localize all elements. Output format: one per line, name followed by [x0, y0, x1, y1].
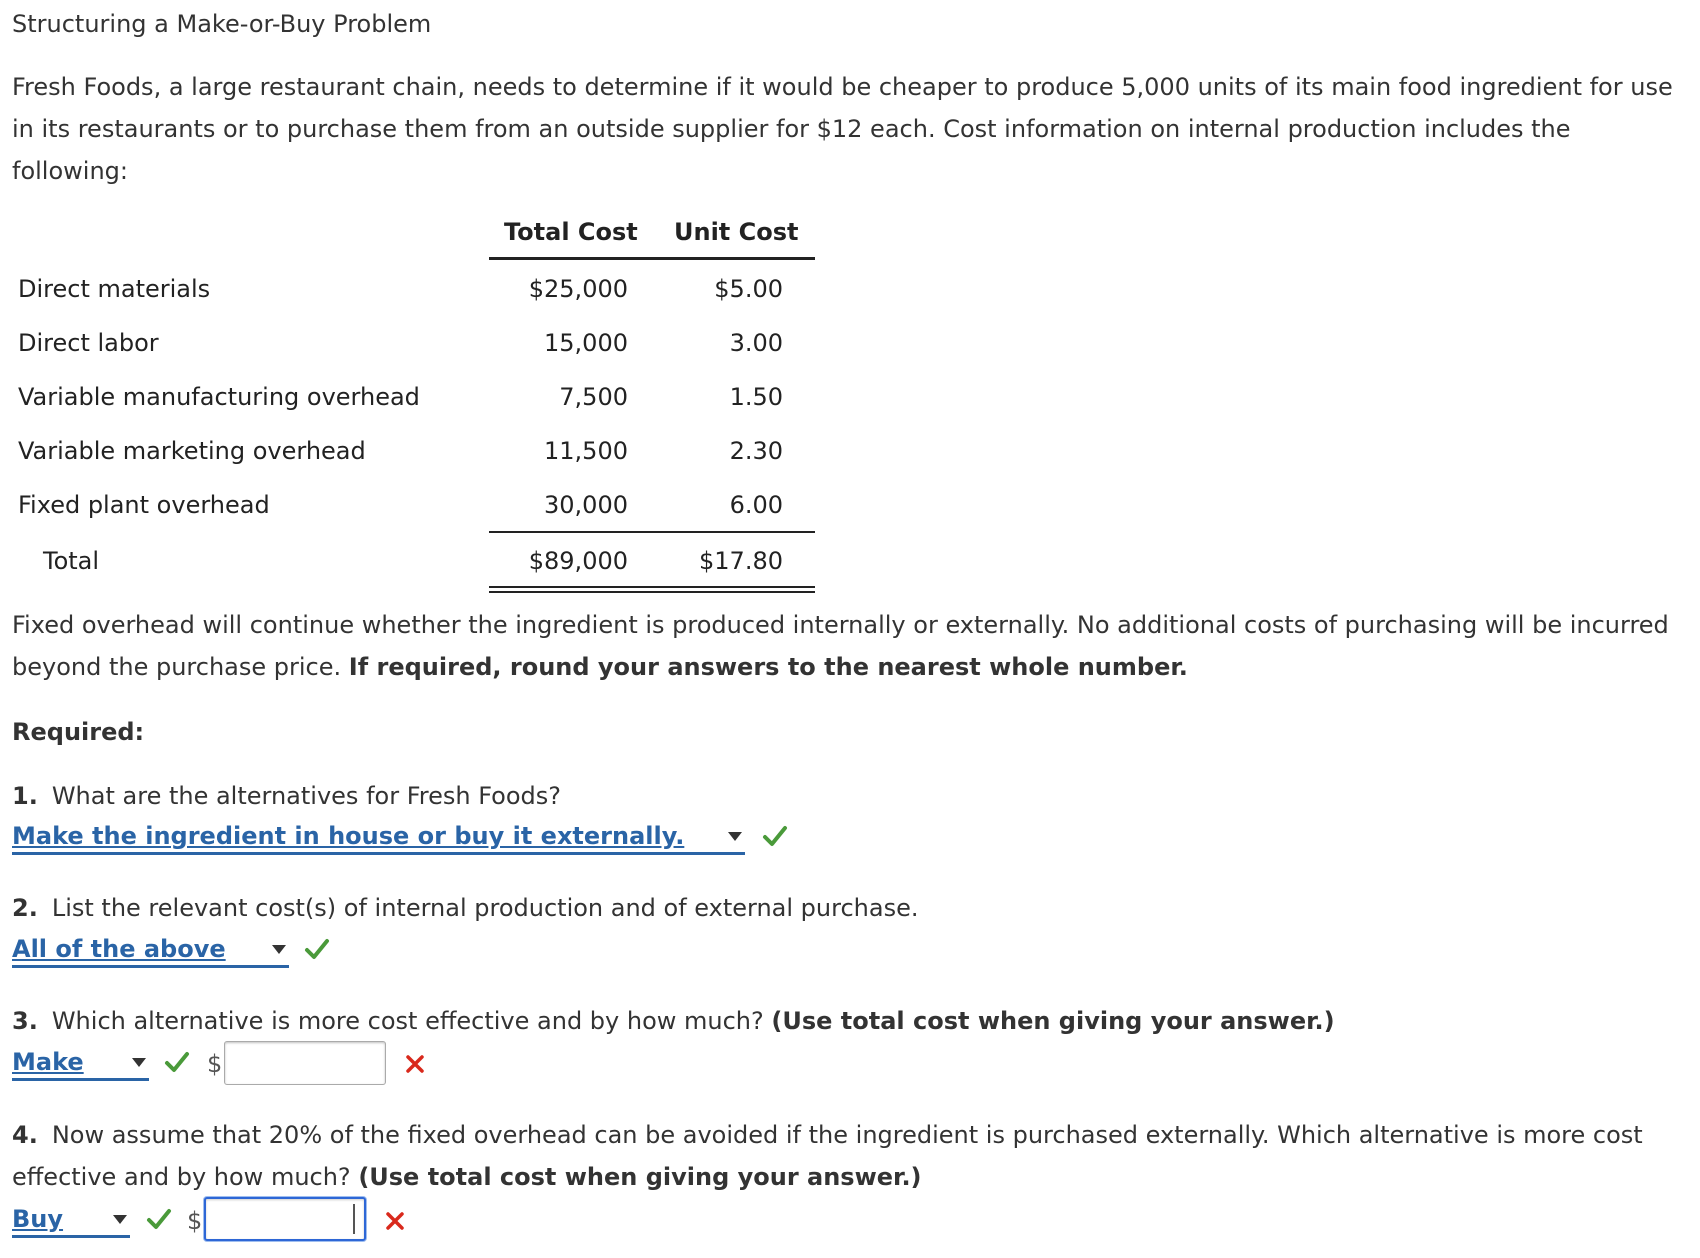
row-label: Variable manufacturing overhead [18, 383, 420, 411]
total-label: Total [43, 547, 100, 575]
question-number: 3. [12, 1007, 38, 1035]
row-total-cost: $25,000 [528, 275, 628, 303]
row-total-cost: 11,500 [544, 437, 628, 465]
cross-icon [404, 1053, 426, 1075]
question-number: 2. [12, 894, 38, 922]
total-unit-cost-value: $17.80 [699, 547, 783, 575]
question-emphasis: (Use total cost when giving your answer.) [771, 1007, 1335, 1035]
dropdown-selected-value: Make [12, 1048, 84, 1076]
row-total-cost: 7,500 [559, 383, 628, 411]
question-text: Now assume that 20% of the fixed overhead can be avoided if the ingredient is purchased externally. Which alternative is more cost effective and by how much? [12, 1121, 1643, 1191]
required-heading: Required: [12, 718, 145, 746]
currency-symbol: $ [187, 1207, 203, 1235]
alternatives-dropdown[interactable] [12, 822, 745, 855]
dropdown-selected-value: Make the ingredient in house or buy it externally. [12, 822, 685, 850]
page-title: Structuring a Make-or-Buy Problem [12, 10, 432, 38]
problem-intro: Fresh Foods, a large restaurant chain, needs to determine if it would be cheaper to produce 5,000 units of its main food ingredient for use in its restaurants or to purchase them from an outside supplier for $12 each. Cost information on internal production includes the following: [12, 73, 1673, 185]
cross-icon [384, 1210, 406, 1232]
check-icon [304, 936, 330, 962]
row-total-cost: 15,000 [544, 329, 628, 357]
table-row [0, 323, 820, 363]
instructions-note [12, 604, 1684, 688]
note-text: Fixed overhead will continue whether the ingredient is produced internally or externally. No additional costs of purchasing will be incurred beyond the purchase price. [12, 611, 1669, 681]
row-label: Direct materials [18, 275, 211, 303]
check-icon [164, 1049, 190, 1075]
check-icon [146, 1206, 172, 1232]
total-row [0, 541, 820, 581]
question-3 [12, 1000, 1684, 1042]
question-number: 4. [12, 1121, 38, 1149]
row-label: Variable marketing overhead [18, 437, 366, 465]
question-text: What are the alternatives for Fresh Foods? [51, 782, 561, 810]
question-text: Which alternative is more cost effective and by how much? [51, 1007, 764, 1035]
dropdown-selected-value: All of the above [12, 935, 226, 963]
chevron-down-icon [113, 1215, 127, 1224]
chevron-down-icon [132, 1058, 146, 1067]
chevron-down-icon [728, 832, 742, 841]
relevant-costs-dropdown[interactable] [12, 935, 289, 968]
question-1 [12, 775, 1684, 817]
dropdown-selected-value: Buy [12, 1205, 64, 1233]
subtotal-rule [489, 531, 815, 533]
chevron-down-icon [272, 945, 286, 954]
row-unit-cost: 6.00 [729, 491, 783, 519]
table-row [0, 485, 820, 525]
row-unit-cost: $5.00 [714, 275, 783, 303]
unit-cost-header: Unit Cost [674, 218, 799, 246]
double-rule-bottom [489, 591, 815, 593]
question-number: 1. [12, 782, 38, 810]
total-cost-header: Total Cost [504, 218, 638, 246]
alternative-select-q4[interactable] [12, 1205, 130, 1238]
row-label: Direct labor [18, 329, 159, 357]
double-rule-top [489, 586, 815, 588]
question-4 [12, 1114, 1684, 1198]
text-cursor [353, 1204, 355, 1234]
total-cost-value: $89,000 [528, 547, 628, 575]
row-unit-cost: 2.30 [729, 437, 783, 465]
row-total-cost: 30,000 [544, 491, 628, 519]
table-row [0, 377, 820, 417]
currency-symbol: $ [207, 1050, 223, 1078]
row-unit-cost: 1.50 [729, 383, 783, 411]
table-row [0, 431, 820, 471]
question-text: List the relevant cost(s) of internal production and of external purchase. [51, 894, 919, 922]
question-2 [12, 887, 1684, 929]
row-label: Fixed plant overhead [18, 491, 270, 519]
amount-input-q3[interactable] [224, 1041, 386, 1085]
check-icon [762, 823, 788, 849]
alternative-select-q3[interactable] [12, 1048, 149, 1081]
header-rule [489, 257, 815, 260]
table-row [0, 269, 820, 309]
rounding-instruction: If required, round your answers to the nearest whole number. [348, 653, 1188, 681]
question-emphasis: (Use total cost when giving your answer.) [358, 1163, 922, 1191]
row-unit-cost: 3.00 [729, 329, 783, 357]
amount-input-q4[interactable] [204, 1197, 366, 1241]
